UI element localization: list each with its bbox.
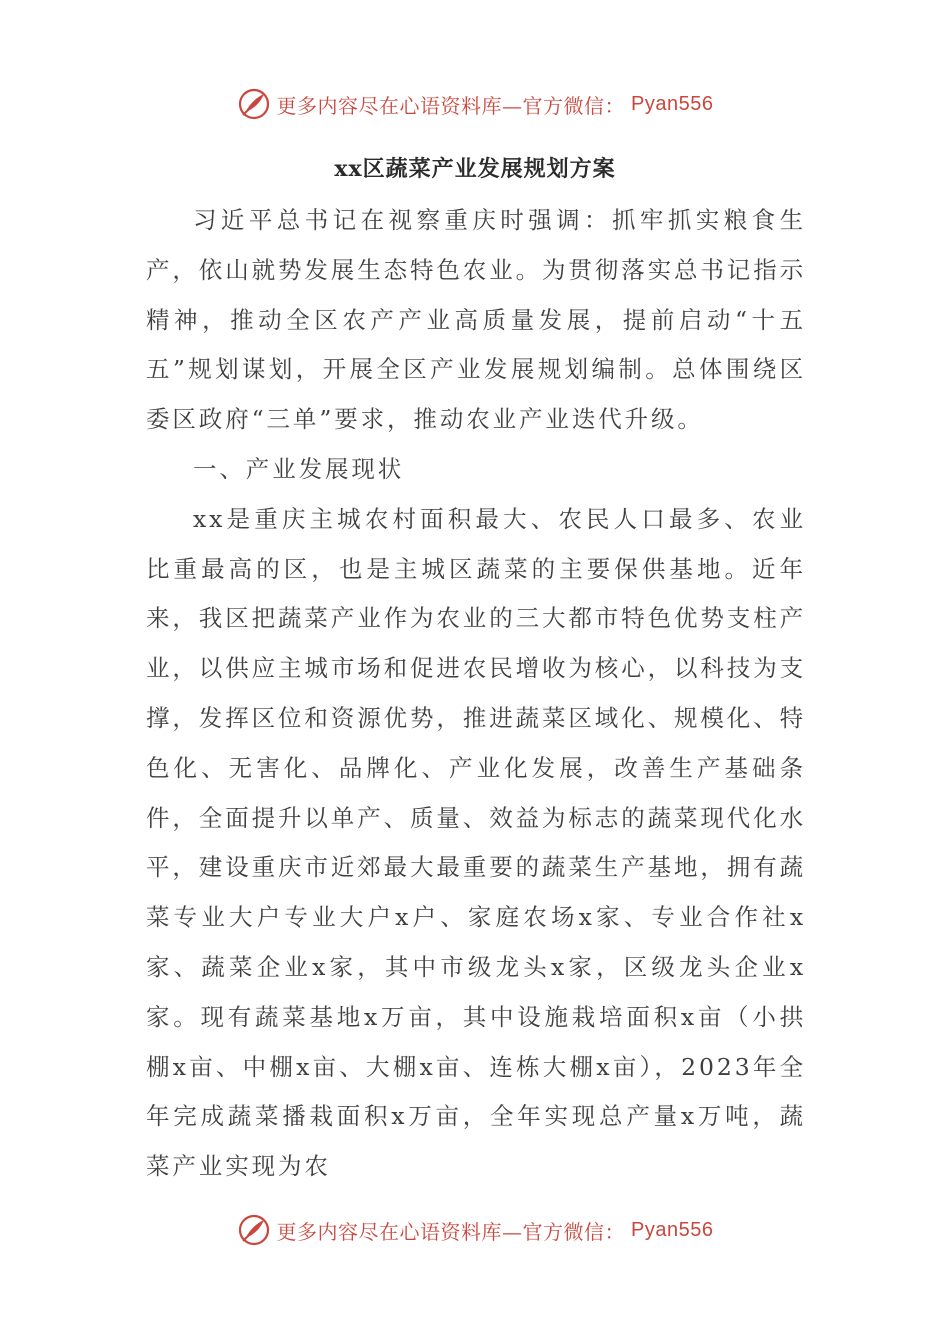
quill-logo-icon xyxy=(237,87,271,121)
watermark-text: 更多内容尽在心语资料库—官方微信： xyxy=(276,93,626,118)
watermark-wechat-id: Pyan556 xyxy=(631,92,714,115)
section-heading: 一、产业发展现状 xyxy=(193,454,405,483)
watermark-footer xyxy=(0,1208,950,1252)
watermark-header xyxy=(0,82,950,126)
intro-paragraph: 习近平总书记在视察重庆时强调：抓牢抓实粮食生产，依山就势发展生态特色农业。为贯彻落实总书记指示精神，推动全区农产产业高质量发展，提前启动“十五五”规划谋划，开展全区产业发展规划编制。总体围绕区委区政府“三单”要求，推动农业产业迭代升级。 xyxy=(146,206,806,434)
document-body xyxy=(146,196,806,1192)
document-title: xx区蔬菜产业发展规划方案 xyxy=(334,156,616,182)
section-paragraph: xx是重庆主城农村面积最大、农民人口最多、农业比重最高的区，也是主城区蔬菜的主要保供基地。近年来，我区把蔬菜产业作为农业的三大都市特色优势支柱产业，以供应主城市场和促进农民增收为核心，以科技为支撑，发挥区位和资源优势，推进蔬菜区域化、规模化、特色化、无害化、品牌化、产业化发展，改善生产基础条件，全面提升以单产、质量、效益为标志的蔬菜现代化水平，建设重庆市近郊最大最重要的蔬菜生产基地，拥有蔬菜专业大户专业大户x户、家庭农场x家、专业合作社x家、蔬菜企业x家，其中市级龙头x家，区级龙头企业x家。现有蔬菜基地x万亩，其中设施栽培面积x亩（小拱棚x亩、中棚x亩、大棚x亩、连栋大棚x亩），2023年全年完成蔬菜播栽面积x万亩，全年实现总产量x万吨，蔬菜产业实现为农 xyxy=(146,504,806,1181)
quill-logo-icon xyxy=(237,1213,271,1247)
watermark-wechat-id: Pyan556 xyxy=(631,1218,714,1241)
watermark-text: 更多内容尽在心语资料库—官方微信： xyxy=(276,1219,626,1244)
